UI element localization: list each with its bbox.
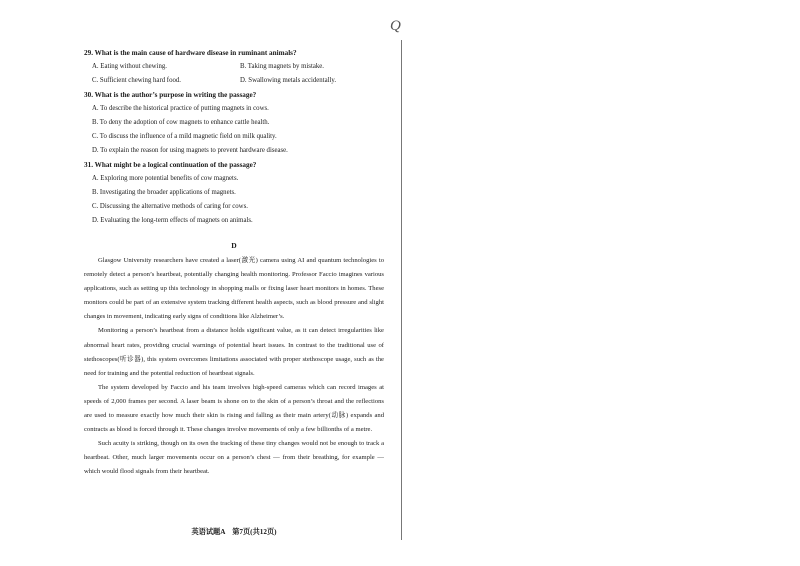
- option-a: A. Exploring more potential benefits of cow magnets.: [92, 175, 239, 182]
- option-c: C. Sufficient chewing hard food.: [92, 77, 181, 84]
- paragraph: Such acuity is striking, though on its own the tracking of these tiny changes would not be enough to track a heartbeat. Other, much larger movements occur on a person’s chest — from their breathing, for example — which would flood signals from their heartbeat.: [84, 440, 384, 476]
- option-d: D. Evaluating the long-term effects of magnets on animals.: [92, 217, 253, 224]
- option-b: B. To deny the adoption of cow magnets to enhance cattle health.: [92, 119, 270, 126]
- option-c: C. Discussing the alternative methods of caring for cows.: [92, 203, 248, 210]
- paragraph: The system developed by Faccio and his team involves high-speed cameras which can record images at speeds of 2,000 frames per second. A laser beam is shone on to the skin of a person’s throat and the reflections are used to measure exactly how much their skin is rising and falling as their main artery(动脉) expands and contracts as blood is forced through it. These changes involve movements of only a few billionths of a metre.: [84, 383, 384, 434]
- question-31: [84, 158, 389, 228]
- question-stem: 31. What might be a logical continuation of the passage?: [84, 161, 257, 169]
- option-d: D. Swallowing metals accidentally.: [240, 77, 337, 84]
- question-stem: 29. What is the main cause of hardware disease in ruminant animals?: [84, 49, 297, 57]
- passage-d: [84, 254, 384, 480]
- option-d: D. To explain the reason for using magnets to prevent hardware disease.: [92, 147, 288, 154]
- paragraph: Monitoring a person’s heartbeat from a distance holds significant value, as it can detect irregularities like abnormal heart rates, providing crucial warnings of potential heart issues. In contrast to the traditional use of stethoscopes(听诊器), this system overcomes limitations associated with proper stethoscope usage, such as the need for training and the potential reduction of heartbeat signals.: [84, 327, 384, 377]
- question-29: [84, 46, 389, 88]
- option-b: B. Investigating the broader applications of magnets.: [92, 189, 236, 196]
- column-divider: [401, 40, 402, 540]
- question-stem: 30. What is the author’s purpose in writing the passage?: [84, 91, 257, 99]
- option-b: B. Taking magnets by mistake.: [240, 63, 324, 70]
- questions-section: [84, 46, 389, 228]
- option-a: A. To describe the historical practice of putting magnets in cows.: [92, 105, 269, 112]
- paragraph: Glasgow University researchers have created a laser(激光) camera using AI and quantum technologies to remotely detect a person’s heartbeat, potentially changing health monitoring. Professor Faccio imagines various applications, such as setting up this technology in shopping malls or fixing laser heart monitors in homes. These monitors could be part of an extensive system tracking different health aspects, such as blood pressure and slight changes in movement, indicating early signs of conditions like Alzheimer’s.: [84, 257, 384, 321]
- question-30: [84, 88, 389, 158]
- page-footer: 英语试题A 第7页(共12页): [191, 528, 277, 536]
- corner-mark: Q: [390, 18, 401, 34]
- option-a: A. Eating without chewing.: [92, 63, 167, 70]
- passage-title: D: [231, 241, 237, 250]
- option-c: C. To discuss the influence of a mild magnetic field on milk quality.: [92, 133, 277, 140]
